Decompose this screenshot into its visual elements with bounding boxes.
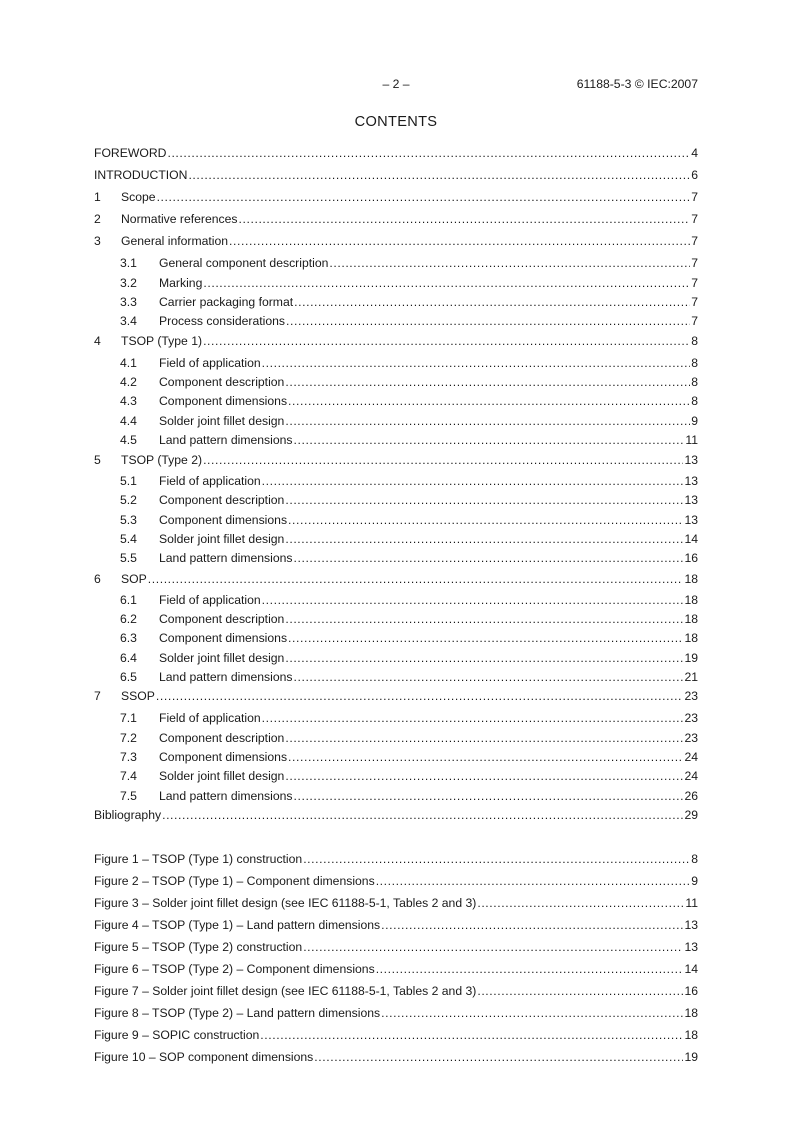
figure-title: Figure 6 – TSOP (Type 2) – Component dimensions <box>94 962 375 976</box>
section-number: 7.4 <box>120 769 137 783</box>
toc-entry[interactable] <box>94 571 698 587</box>
toc-entry[interactable] <box>94 807 698 823</box>
toc-entry[interactable] <box>120 550 698 566</box>
figure-title: Figure 2 – TSOP (Type 1) – Component dimensions <box>94 874 375 888</box>
dot-leader <box>229 233 690 249</box>
page-reference: 18 <box>684 572 698 586</box>
page-reference: 8 <box>691 394 698 408</box>
section-number: 7.3 <box>120 750 137 764</box>
section-number: 7 <box>94 689 101 703</box>
section-number: 4.4 <box>120 414 137 428</box>
toc-entry[interactable] <box>94 452 698 468</box>
dot-leader <box>303 939 683 955</box>
figure-list-item[interactable] <box>94 1049 698 1065</box>
section-number: 3.2 <box>120 276 137 290</box>
section-title: Marking <box>159 276 203 290</box>
section-title: Component description <box>159 731 285 745</box>
dot-leader <box>285 730 683 746</box>
dot-leader <box>262 592 684 608</box>
page-reference: 13 <box>684 513 698 527</box>
figure-title: Figure 10 – SOP component dimensions <box>94 1050 314 1064</box>
section-title: Component description <box>159 375 285 389</box>
figure-title: Figure 9 – SOPIC construction <box>94 1028 260 1042</box>
dot-leader <box>203 452 683 468</box>
page-reference: 13 <box>684 493 698 507</box>
toc-entry[interactable] <box>120 611 698 627</box>
section-title: Solder joint fillet design <box>159 769 285 783</box>
section-number: 7.2 <box>120 731 137 745</box>
section-number: 5.2 <box>120 493 137 507</box>
section-title: Scope <box>121 190 156 204</box>
page-reference: 6 <box>691 168 698 182</box>
dot-leader <box>477 983 683 999</box>
section-number: 4.1 <box>120 356 137 370</box>
dot-leader <box>167 145 690 161</box>
toc-entry[interactable] <box>120 255 698 271</box>
toc-entry[interactable] <box>120 650 698 666</box>
page-reference: 13 <box>684 918 698 932</box>
section-number: 2 <box>94 212 101 226</box>
figure-title: Figure 1 – TSOP (Type 1) construction <box>94 852 303 866</box>
toc-entry[interactable] <box>120 669 698 685</box>
dot-leader <box>285 650 683 666</box>
figure-title: Figure 3 – Solder joint fillet design (see IEC 61188-5-1, Tables 2 and 3) <box>94 896 477 910</box>
figure-title: Figure 5 – TSOP (Type 2) construction <box>94 940 303 954</box>
toc-entry[interactable] <box>120 432 698 448</box>
dot-leader <box>288 393 690 409</box>
toc-entry[interactable] <box>120 749 698 765</box>
page-title: CONTENTS <box>354 114 438 130</box>
dot-leader <box>314 1049 683 1065</box>
dot-leader <box>156 688 684 704</box>
toc-entry[interactable] <box>120 473 698 489</box>
section-number: 3.3 <box>120 295 137 309</box>
dot-leader <box>285 611 683 627</box>
page-reference: 23 <box>684 731 698 745</box>
section-title: Solder joint fillet design <box>159 651 285 665</box>
section-title: Component dimensions <box>159 394 288 408</box>
toc-entry[interactable] <box>120 768 698 784</box>
toc-entry[interactable] <box>94 211 698 227</box>
toc-entry[interactable] <box>94 189 698 205</box>
dot-leader <box>293 550 683 566</box>
section-number: 5.4 <box>120 532 137 546</box>
section-title: Component dimensions <box>159 631 288 645</box>
section-number: 6 <box>94 572 101 586</box>
section-title: Land pattern dimensions <box>159 670 293 684</box>
section-number: 5.1 <box>120 474 137 488</box>
section-title: Bibliography <box>94 808 162 822</box>
toc-entry[interactable] <box>94 145 698 161</box>
section-title: Solder joint fillet design <box>159 532 285 546</box>
dot-leader <box>477 895 684 911</box>
document-reference: 61188-5-3 © IEC:2007 <box>576 77 698 91</box>
page-reference: 13 <box>684 474 698 488</box>
page-reference: 18 <box>684 612 698 626</box>
toc-entry[interactable] <box>120 294 698 310</box>
dot-leader <box>376 873 691 889</box>
section-number: 1 <box>94 190 101 204</box>
section-title: Solder joint fillet design <box>159 414 285 428</box>
section-title: Land pattern dimensions <box>159 789 293 803</box>
page-reference: 21 <box>684 670 698 684</box>
page-reference: 23 <box>684 711 698 725</box>
page-reference: 7 <box>691 234 698 248</box>
dot-leader <box>188 167 690 183</box>
figure-title: Figure 7 – Solder joint fillet design (see IEC 61188-5-1, Tables 2 and 3) <box>94 984 477 998</box>
page-reference: 26 <box>684 789 698 803</box>
page-reference: 18 <box>684 1006 698 1020</box>
section-title: Field of application <box>159 474 261 488</box>
page-reference: 4 <box>691 146 698 160</box>
dot-leader <box>293 788 683 804</box>
toc-entry[interactable] <box>120 630 698 646</box>
page-reference: 9 <box>691 414 698 428</box>
toc-entry[interactable] <box>120 788 698 804</box>
section-title: Component description <box>159 493 285 507</box>
toc-entry[interactable] <box>120 730 698 746</box>
section-number: 7.5 <box>120 789 137 803</box>
section-number: 4 <box>94 334 101 348</box>
dot-leader <box>285 492 683 508</box>
toc-entry[interactable] <box>120 355 698 371</box>
page-reference: 16 <box>684 551 698 565</box>
section-number: 4.5 <box>120 433 137 447</box>
dot-leader <box>288 512 683 528</box>
toc-entry[interactable] <box>120 512 698 528</box>
dot-leader <box>376 961 684 977</box>
dot-leader <box>239 211 691 227</box>
section-number: 7.1 <box>120 711 137 725</box>
page-number: – 2 – <box>382 77 410 91</box>
section-title: Normative references <box>121 212 238 226</box>
figure-list-item[interactable] <box>94 917 698 933</box>
figure-list-item[interactable] <box>94 895 698 911</box>
dot-leader <box>381 1005 683 1021</box>
dot-leader <box>260 1027 683 1043</box>
section-title: SSOP <box>121 689 155 703</box>
toc-entry[interactable] <box>120 413 698 429</box>
dot-leader <box>285 374 690 390</box>
section-number: 6.2 <box>120 612 137 626</box>
section-number: 6.5 <box>120 670 137 684</box>
toc-entry[interactable] <box>94 333 698 349</box>
toc-entry[interactable] <box>120 592 698 608</box>
page-reference: 7 <box>691 190 698 204</box>
toc-entry[interactable] <box>94 688 698 704</box>
figure-title: Figure 8 – TSOP (Type 2) – Land pattern dimensions <box>94 1006 381 1020</box>
page-reference: 7 <box>691 295 698 309</box>
section-number: 3 <box>94 234 101 248</box>
page-reference: 9 <box>691 874 698 888</box>
page-reference: 19 <box>684 651 698 665</box>
section-number: 3.4 <box>120 314 137 328</box>
dot-leader <box>162 807 683 823</box>
page-reference: 11 <box>685 433 698 447</box>
dot-leader <box>157 189 691 205</box>
figure-list-item[interactable] <box>94 1027 698 1043</box>
dot-leader <box>286 313 690 329</box>
section-title: Component dimensions <box>159 513 288 527</box>
page-reference: 7 <box>691 256 698 270</box>
section-title: TSOP (Type 1) <box>121 334 203 348</box>
section-title: INTRODUCTION <box>94 168 188 182</box>
dot-leader <box>381 917 683 933</box>
toc-entry[interactable] <box>120 275 698 291</box>
dot-leader <box>285 768 683 784</box>
dot-leader <box>288 630 683 646</box>
section-number: 5.3 <box>120 513 137 527</box>
section-title: Land pattern dimensions <box>159 551 293 565</box>
dot-leader <box>203 275 690 291</box>
dot-leader <box>285 531 683 547</box>
page-reference: 24 <box>684 750 698 764</box>
section-number: 6.4 <box>120 651 137 665</box>
toc-entry[interactable] <box>120 393 698 409</box>
page-reference: 13 <box>684 940 698 954</box>
page-reference: 7 <box>691 212 698 226</box>
section-title: Field of application <box>159 593 261 607</box>
dot-leader <box>294 294 690 310</box>
page-reference: 7 <box>691 314 698 328</box>
figure-title: Figure 4 – TSOP (Type 1) – Land pattern dimensions <box>94 918 381 932</box>
page-reference: 23 <box>684 689 698 703</box>
section-title: Carrier packaging format <box>159 295 294 309</box>
section-number: 5.5 <box>120 551 137 565</box>
page-header <box>94 77 698 93</box>
page-reference: 13 <box>684 453 698 467</box>
section-title: TSOP (Type 2) <box>121 453 203 467</box>
page-reference: 14 <box>684 962 698 976</box>
figure-list-item[interactable] <box>94 939 698 955</box>
section-title: Field of application <box>159 711 261 725</box>
section-title: General component description <box>159 256 329 270</box>
dot-leader <box>148 571 684 587</box>
page-reference: 8 <box>691 334 698 348</box>
toc-entry[interactable] <box>94 233 698 249</box>
dot-leader <box>288 749 683 765</box>
page-reference: 16 <box>684 984 698 998</box>
toc-entry[interactable] <box>120 492 698 508</box>
page-reference: 14 <box>684 532 698 546</box>
page-reference: 8 <box>691 375 698 389</box>
section-number: 6.3 <box>120 631 137 645</box>
dot-leader <box>262 473 684 489</box>
section-title: Component dimensions <box>159 750 288 764</box>
page-reference: 19 <box>684 1050 698 1064</box>
section-title: General information <box>121 234 229 248</box>
page-reference: 7 <box>691 276 698 290</box>
section-title: FOREWORD <box>94 146 167 160</box>
toc-entry[interactable] <box>94 167 698 183</box>
dot-leader <box>262 355 691 371</box>
section-number: 4.3 <box>120 394 137 408</box>
dot-leader <box>203 333 690 349</box>
toc-entry[interactable] <box>120 531 698 547</box>
page-reference: 8 <box>691 356 698 370</box>
figure-list-item[interactable] <box>94 1005 698 1021</box>
section-number: 5 <box>94 453 101 467</box>
section-title: Field of application <box>159 356 261 370</box>
page-reference: 18 <box>684 1028 698 1042</box>
dot-leader <box>303 851 690 867</box>
section-title: Process considerations <box>159 314 285 328</box>
toc-entry[interactable] <box>120 313 698 329</box>
section-number: 3.1 <box>120 256 137 270</box>
figure-list-item[interactable] <box>94 983 698 999</box>
section-title: SOP <box>121 572 147 586</box>
dot-leader <box>293 432 684 448</box>
figure-list-item[interactable] <box>94 873 698 889</box>
section-title: Land pattern dimensions <box>159 433 293 447</box>
dot-leader <box>293 669 683 685</box>
page-reference: 29 <box>684 808 698 822</box>
figure-list-item[interactable] <box>94 851 698 867</box>
figure-list-item[interactable] <box>94 961 698 977</box>
page-reference: 18 <box>684 593 698 607</box>
section-number: 6.1 <box>120 593 137 607</box>
dot-leader <box>329 255 690 271</box>
page-reference: 18 <box>684 631 698 645</box>
section-number: 4.2 <box>120 375 137 389</box>
toc-entry[interactable] <box>120 374 698 390</box>
page-reference: 24 <box>684 769 698 783</box>
section-title: Component description <box>159 612 285 626</box>
dot-leader <box>285 413 690 429</box>
toc-entry[interactable] <box>120 710 698 726</box>
dot-leader <box>262 710 684 726</box>
page-reference: 11 <box>685 896 698 910</box>
page-reference: 8 <box>691 852 698 866</box>
